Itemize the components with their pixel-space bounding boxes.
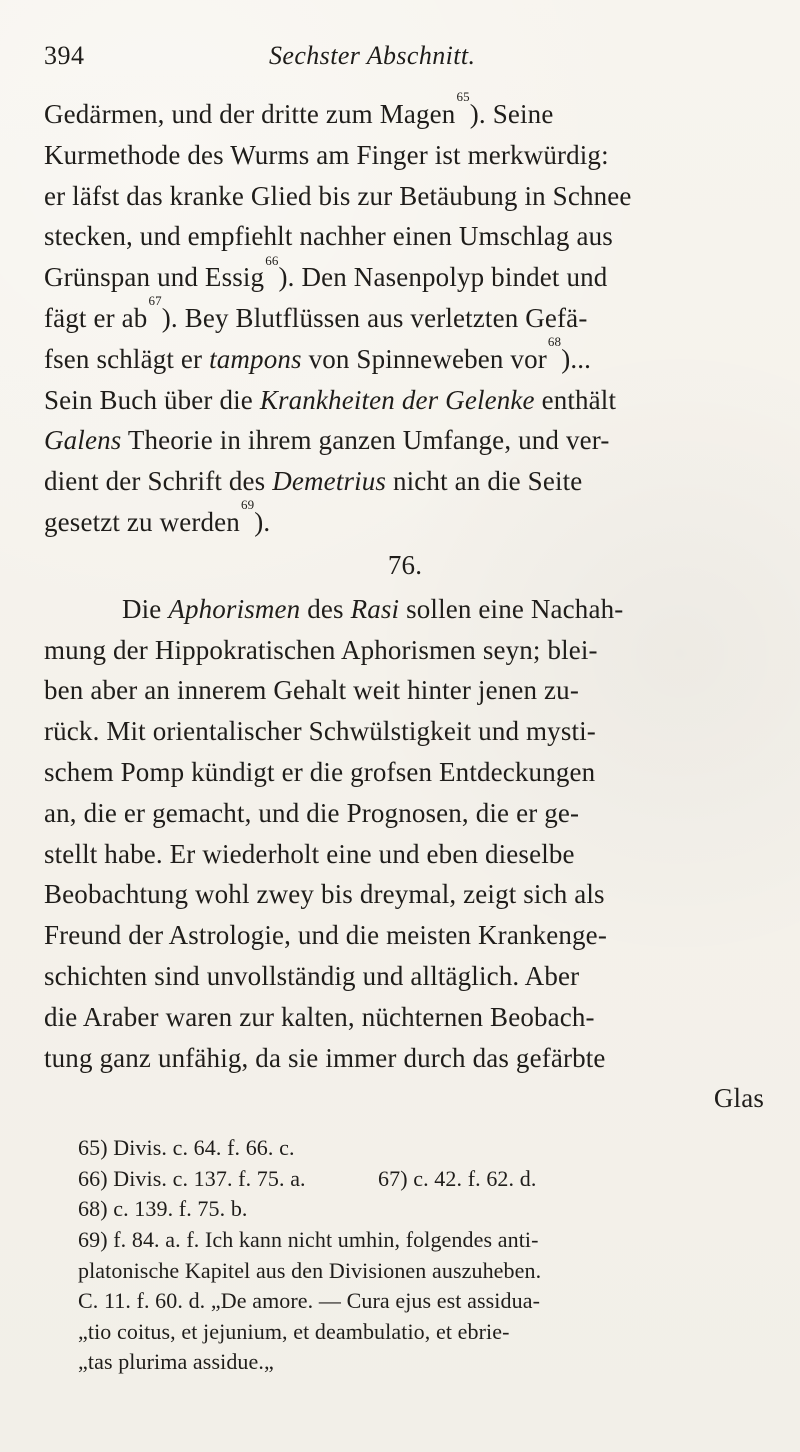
text-fragment bbox=[44, 89, 554, 135]
text-line bbox=[44, 252, 766, 298]
text-fragment: des bbox=[307, 593, 344, 624]
footnote-67: 67) c. 42. f. 62. d. bbox=[378, 1165, 537, 1191]
footnote-69-line-3: C. 11. f. 60. d. „De amore. — Cura ejus est assidua- bbox=[78, 1288, 541, 1314]
main-text bbox=[44, 89, 766, 1119]
text-line: mung der Hippokratischen Aphorismen seyn; blei- bbox=[44, 634, 598, 665]
footnote-reference: 65 bbox=[456, 89, 470, 105]
footnote-66: 66) Divis. c. 137. f. 75. a. bbox=[78, 1165, 306, 1191]
text-line bbox=[44, 461, 766, 502]
footnote-reference: 68 bbox=[547, 334, 562, 350]
footnote-69-line-5: „tas plurima assidue.„ bbox=[78, 1349, 274, 1375]
text-line: die Araber waren zur kalten, nüchternen Beobach- bbox=[44, 1001, 595, 1032]
text-line bbox=[44, 334, 766, 380]
text-fragment: sollen eine Nachah- bbox=[406, 593, 624, 624]
italic-term: Rasi bbox=[350, 593, 400, 624]
footnote-reference: 69 bbox=[240, 497, 255, 513]
footnotes bbox=[44, 1133, 766, 1378]
text-fragment: fägt er ab bbox=[44, 302, 148, 333]
text-line bbox=[44, 420, 766, 461]
italic-term: Demetrius bbox=[272, 466, 387, 497]
text-fragment: gesetzt zu werden bbox=[44, 506, 240, 537]
text-line: tung ganz unfähig, da sie immer durch das gefärbte bbox=[44, 1042, 606, 1073]
text-fragment: )... bbox=[561, 343, 592, 374]
footnote-68: 68) c. 139. f. 75. b. bbox=[78, 1196, 248, 1222]
catchword: Glas bbox=[713, 1083, 764, 1114]
text-line: rück. Mit orientalischer Schwülstigkeit und mysti- bbox=[44, 716, 596, 747]
footnote-69-line-2: platonische Kapitel aus den Divisionen auszuheben. bbox=[78, 1257, 542, 1283]
text-line bbox=[44, 497, 766, 543]
text-line: Freund der Astrologie, und die meisten Krankenge- bbox=[44, 920, 607, 951]
text-fragment: Grünspan und Essig bbox=[44, 262, 265, 293]
text-line bbox=[44, 380, 766, 421]
text-fragment: von Spinneweben vor bbox=[308, 343, 547, 374]
text-fragment: Gedärmen, und der dritte zum Magen bbox=[44, 99, 456, 129]
section-number: 76. bbox=[387, 549, 423, 580]
footnote-65: 65) Divis. c. 64. f. 66. c. bbox=[78, 1135, 295, 1161]
text-fragment: ). Bey Blutflüssen aus verletzten Gefä- bbox=[161, 302, 588, 333]
running-head: Sechster Abschnitt. bbox=[269, 41, 476, 70]
footnote-line bbox=[44, 1164, 766, 1195]
text-fragment: ). bbox=[254, 506, 271, 537]
footnote-reference: 66 bbox=[265, 252, 279, 268]
text-line: an, die er gemacht, und die Prognosen, die er ge- bbox=[44, 797, 580, 828]
text-fragment: Sein Buch über die bbox=[44, 384, 253, 415]
italic-term: tampons bbox=[209, 343, 302, 374]
italic-term: Krankheiten der Gelenke bbox=[259, 384, 535, 415]
text-fragment: Theorie in ihrem ganzen Umfange, und ver- bbox=[127, 425, 610, 456]
page-header bbox=[44, 34, 766, 78]
footnote-reference: 67 bbox=[148, 293, 162, 309]
text-line: er läfst das kranke Glied bis zur Betäubung in Schnee bbox=[44, 180, 632, 211]
text-line: ben aber an innerem Gehalt weit hinter jenen zu- bbox=[44, 675, 579, 706]
text-line: schichten sind unvollständig und alltäglich. Aber bbox=[44, 960, 580, 991]
text-fragment: fsen schlägt er bbox=[44, 343, 203, 374]
footnote-69-line-1: 69) f. 84. a. f. Ich kann nicht umhin, folgendes anti- bbox=[78, 1226, 539, 1252]
footnote-69-line-4: „tio coitus, et jejunium, et deambulatio, et ebrie- bbox=[78, 1318, 510, 1344]
text-line bbox=[44, 89, 766, 135]
text-fragment: Die bbox=[122, 593, 162, 624]
text-fragment: enthält bbox=[541, 384, 617, 415]
text-line: Kurmethode des Wurms am Finger ist merkwürdig: bbox=[44, 139, 609, 170]
text-fragment: ). Den Nasenpolyp bindet und bbox=[278, 262, 608, 293]
text-line: schem Pomp kündigt er die grofsen Entdeckungen bbox=[44, 756, 596, 787]
text-fragment: ). Seine bbox=[469, 99, 554, 129]
text-line bbox=[44, 293, 766, 339]
text-line: stellt habe. Er wiederholt eine und eben dieselbe bbox=[44, 838, 575, 869]
text-line bbox=[44, 589, 766, 630]
text-fragment: nicht an die Seite bbox=[393, 466, 583, 497]
italic-term: Galens bbox=[44, 425, 122, 456]
italic-term: Aphorismen bbox=[168, 593, 301, 624]
text-line: Beobachtung wohl zwey bis dreymal, zeigt sich als bbox=[44, 879, 605, 910]
text-line: stecken, und empfiehlt nachher einen Umschlag aus bbox=[44, 221, 613, 252]
page-number: 394 bbox=[44, 41, 85, 70]
text-fragment: dient der Schrift des bbox=[44, 466, 266, 497]
